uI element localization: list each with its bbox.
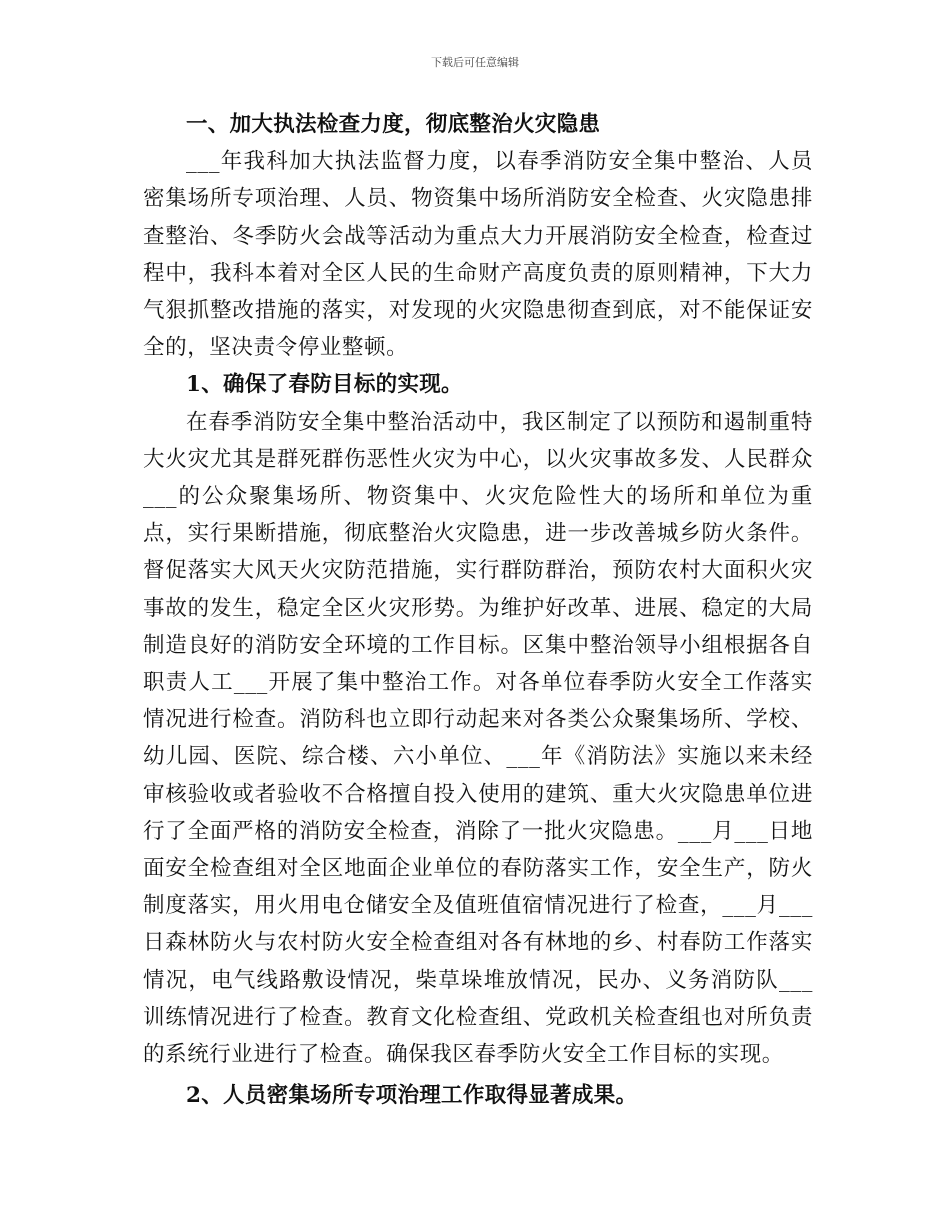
subheading-spring-goal: 1、确保了春防目标的实现。 [186,372,463,398]
paragraph-intro: ___年我科加大执法监督力度，以春季消防安全集中整治、人员密集场所专项治理、人员、物资集中场所消防安全检查、火灾隐患排查整治、冬季防火会战等活动为重点大力开展消防安全检查，检查过程中，我科本着对全区人民的生命财产高度负责的原则精神，下大力气狠抓整改措施的落实，对发现的火灾隐患彻查到底，对不能保证安全的，坚决责令停业整顿。 [143,149,813,361]
page-header: 下载后可任意编辑 [431,56,519,69]
section-heading: 一、加大执法检查力度，彻底整治火灾隐患 [186,112,601,137]
paragraph-spring-campaign: 在春季消防安全集中整治活动中，我区制定了以预防和遏制重特大火灾尤其是群死群伤恶性火灾为中心，以火灾事故多发、人民群众___的公众聚集场所、物资集中、火灾危险性大的场所和单位为重点，实行果断措施，彻底整治火灾隐患，进一步改善城乡防火条件。督促落实大风天火灾防范措施，实行群防群治，预防农村大面积火灾事故的发生，稳定全区火灾形势。为维护好改革、进展、稳定的大局制造良好的消防安全环境的工作目标。区集中整治领导小组根据各自职责人工___开展了集中整治工作。对各单位春季防火安全工作落实情况进行检查。消防科也立即行动起来对各类公众聚集场所、学校、幼儿园、医院、综合楼、六小单位、___年《消防法》实施以来未经审核验收或者验收不合格擅自投入使用的建筑、重大火灾隐患单位进行了全面严格的消防安全检查，消除了一批火灾隐患。___月___日地面安全检查组对全区地面企业单位的春防落实工作，安全生产，防火制度落实，用火用电仓储安全及值班值宿情况进行了检查，___月___日森林防火与农村防火安全检查组对各有林地的乡、村春防工作落实情况，电气线路敷设情况，柴草垛堆放情况，民办、义务消防队___训练情况进行了检查。教育文化检查组、党政机关检查组也对所负责的系统行业进行了检查。确保我区春季防火安全工作目标的实现。 [143,409,813,1068]
document-body [143,108,813,1114]
subheading-crowded-places: 2、人员密集场所专项治理工作取得显著成果。 [186,1083,638,1109]
